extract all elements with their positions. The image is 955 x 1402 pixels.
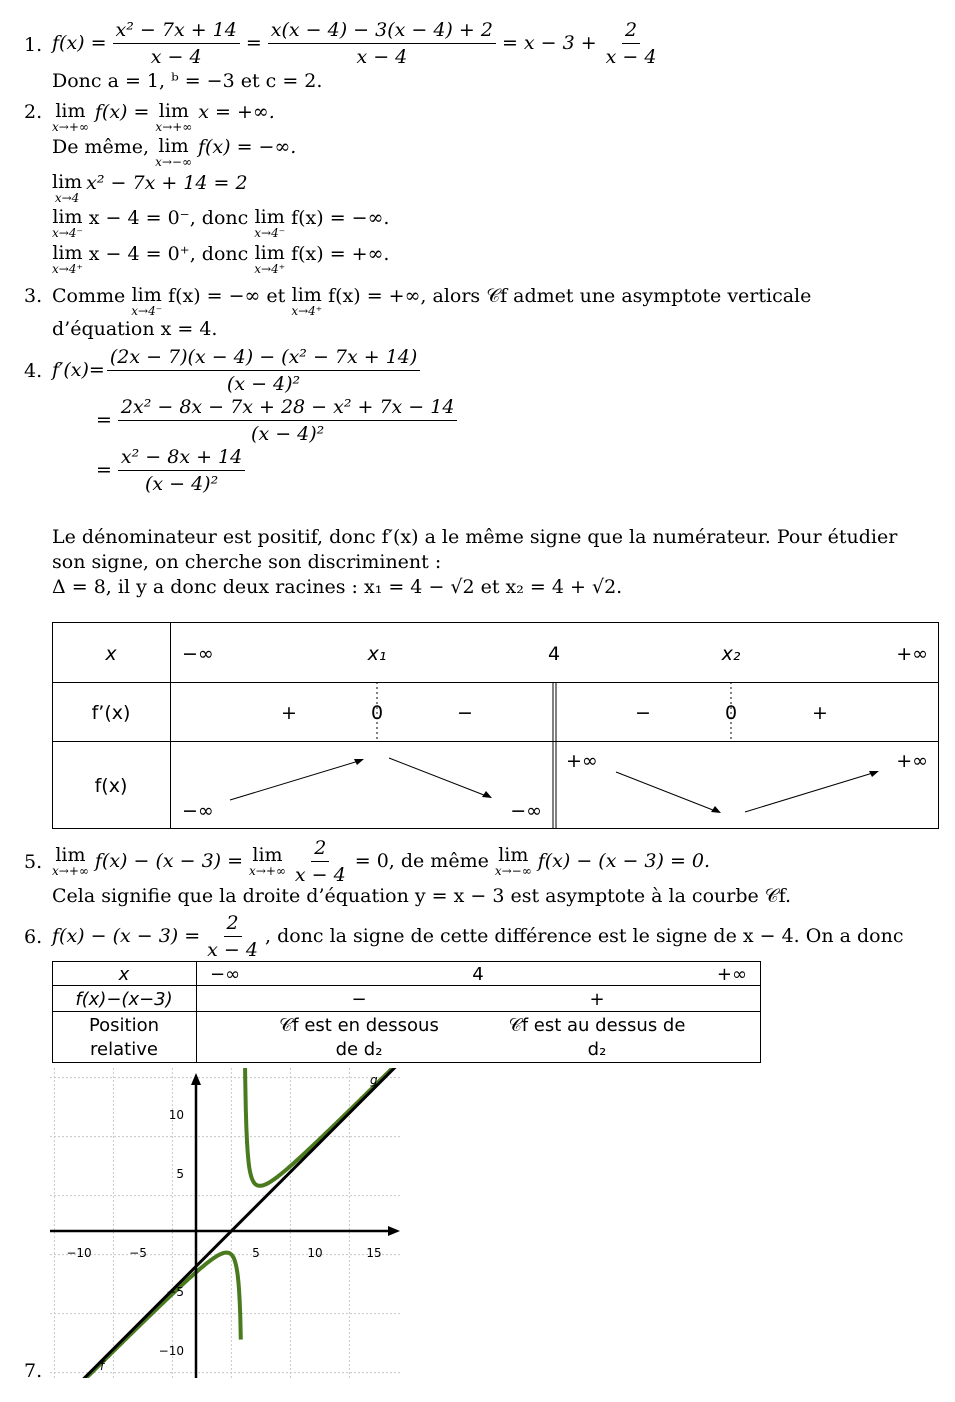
st-row2-label-2: relative xyxy=(90,1039,158,1060)
vt-row-x-label: x xyxy=(105,643,117,665)
item-number-1: 1. xyxy=(24,34,43,56)
vt-sign-zero-2: 0 xyxy=(724,702,738,724)
q4-derivative-line-3: = $\frac{\text{x² − 8x + 14}}{\text{(x − 4)²}}$ xyxy=(96,445,245,495)
vt-sign-plus-1: + xyxy=(281,702,297,724)
vt-row-f-label: f(x) xyxy=(94,775,128,797)
q3-line-1: Comme lim x→4⁻ f(x) = −∞ et lim x→4⁺ f(x) = +∞, alors 𝒞f admet une asymptote verticale xyxy=(52,284,812,318)
item-number-6: 6. xyxy=(24,926,43,948)
vt-row-fprime-label: f’(x) xyxy=(91,702,131,724)
item-number-4: 4. xyxy=(24,360,43,382)
q5-line-1: lim x→+∞ f(x) − (x − 3) = lim x→+∞ $\frac{2}{x - 4}$ = 0, de même lim x→−∞ f(x) − (x − 3) = 0. xyxy=(52,836,711,886)
vt-f-mid-low: −∞ xyxy=(510,800,542,822)
function-graph xyxy=(50,1068,402,1378)
vt-sign-plus-2: + xyxy=(812,702,828,724)
vt-f-left-low: −∞ xyxy=(182,800,214,822)
y-tick-5: 5 xyxy=(176,1167,184,1181)
st-row1-left: − xyxy=(351,989,367,1010)
st-row1-label: f(x)−(x−3) xyxy=(75,989,173,1010)
vt-x2: x₂ xyxy=(721,643,741,665)
y-axis-arrow-icon xyxy=(191,1073,201,1085)
q5-line-2: Cela signifie que la droite d’équation y = x − 3 est asymptote à la courbe 𝒞f. xyxy=(52,885,792,907)
y-tick--10: −10 xyxy=(158,1344,184,1358)
q4-paragraph-3: Δ = 8, il y a donc deux racines : x₁ = 4 − √2 et x₂ = 4 + √2. xyxy=(52,576,623,598)
q1-fraction-1: $\frac{\text{x² − 7x + 14}}{x - 4}$ xyxy=(113,19,240,68)
st-row2-right-2: d₂ xyxy=(587,1039,607,1060)
vt-x4: 4 xyxy=(547,643,561,665)
y-tick--5: −5 xyxy=(166,1285,184,1299)
q4-derivative-line-1: f′(x)= $\frac{\text{(2x − 7)(x − 4) − (x² − 7x + 14)}}{\text{(x − 4)²}}$ xyxy=(52,345,420,395)
q6-line-1: f(x) − (x − 3) = $\frac{2}{x - 4}$ , donc la signe de cette différence est le signe de x − 4. On a donc xyxy=(52,911,904,961)
label-g: g xyxy=(370,1073,378,1087)
st-row2-left-2: de d₂ xyxy=(335,1039,383,1060)
st-header-x: x xyxy=(118,964,130,985)
q4-paragraph-1: Le dénominateur est positif, donc f′(x) a le même signe que la numérateur. Pour étudier xyxy=(52,526,898,548)
q2-line-4: lim x→4⁻ x − 4 = 0⁻, donc lim x→4⁻ f(x) = −∞. xyxy=(52,206,390,240)
x-tick--5: −5 xyxy=(129,1246,147,1260)
vt-f-right-high-1: +∞ xyxy=(566,750,598,772)
st-row2-left-1: 𝒞f est en dessous xyxy=(279,1015,439,1036)
q1-fraction-2: $\frac{x(x - 4) - 3(x - 4) + 2}{x - 4}$ xyxy=(268,19,496,68)
vt-sign-minus-1: − xyxy=(457,702,473,724)
item-number-5: 5. xyxy=(24,851,43,873)
vt-x-minus-inf: −∞ xyxy=(182,643,214,665)
item-number-3: 3. xyxy=(24,285,43,307)
item-number-7: 7. xyxy=(24,1360,43,1382)
y-tick-10: 10 xyxy=(168,1108,184,1122)
vt-f-right-high-2: +∞ xyxy=(896,750,928,772)
st-header-plus-inf: +∞ xyxy=(716,964,747,985)
x-tick-5: 5 xyxy=(252,1246,260,1260)
q1-conclusion: Donc a = 1, ᵇ = −3 et c = 2. xyxy=(52,70,323,92)
st-row1-right: + xyxy=(589,989,605,1010)
st-header-4: 4 xyxy=(472,964,484,985)
item-number-2: 2. xyxy=(24,101,43,123)
asymptote-line-g xyxy=(54,1068,402,1378)
q1-equals: = xyxy=(245,32,262,54)
q2-line-1: lim x→+∞ f(x) = lim x→+∞ x = +∞. xyxy=(52,100,275,134)
sign-table xyxy=(52,961,762,1065)
variation-table xyxy=(52,622,940,832)
label-f: f xyxy=(100,1359,105,1373)
vt-sign-minus-2: − xyxy=(635,702,651,724)
q4-derivative-line-2: = $\frac{\text{2x² − 8x − 7x + 28 − x² + 7x − 14}}{\text{(x − 4)²}}$ xyxy=(96,395,457,445)
st-row2-right-1: 𝒞f est au dessus de xyxy=(508,1015,686,1036)
x-axis-arrow-icon xyxy=(388,1226,400,1236)
q2-line-3: lim x→4 x² − 7x + 14 = 2 xyxy=(52,171,248,205)
q1-fraction-3: $\frac{2}{x - 4}$ xyxy=(605,18,657,68)
x-tick-15: 15 xyxy=(366,1246,382,1260)
q1-mid: = x − 3 + xyxy=(501,32,597,54)
q1-equation xyxy=(52,18,659,68)
x-tick-10: 10 xyxy=(307,1246,323,1260)
q2-line-2: De même, lim x→−∞ f(x) = −∞. xyxy=(52,135,297,169)
x-tick--10: −10 xyxy=(66,1246,92,1260)
q1-lhs: f(x) = xyxy=(52,32,107,54)
vt-sign-zero-1: 0 xyxy=(370,702,384,724)
vt-x1: x₁ xyxy=(367,643,387,665)
q4-paragraph-2: son signe, on cherche son discriminent : xyxy=(52,551,442,573)
vt-x-plus-inf: +∞ xyxy=(896,643,928,665)
q3-line-2: d’équation x = 4. xyxy=(52,318,218,340)
st-header-minus-inf: −∞ xyxy=(210,964,241,985)
st-row2-label-1: Position xyxy=(88,1015,160,1036)
q2-line-5: lim x→4⁺ x − 4 = 0⁺, donc lim x→4⁺ f(x) = +∞. xyxy=(52,242,390,276)
